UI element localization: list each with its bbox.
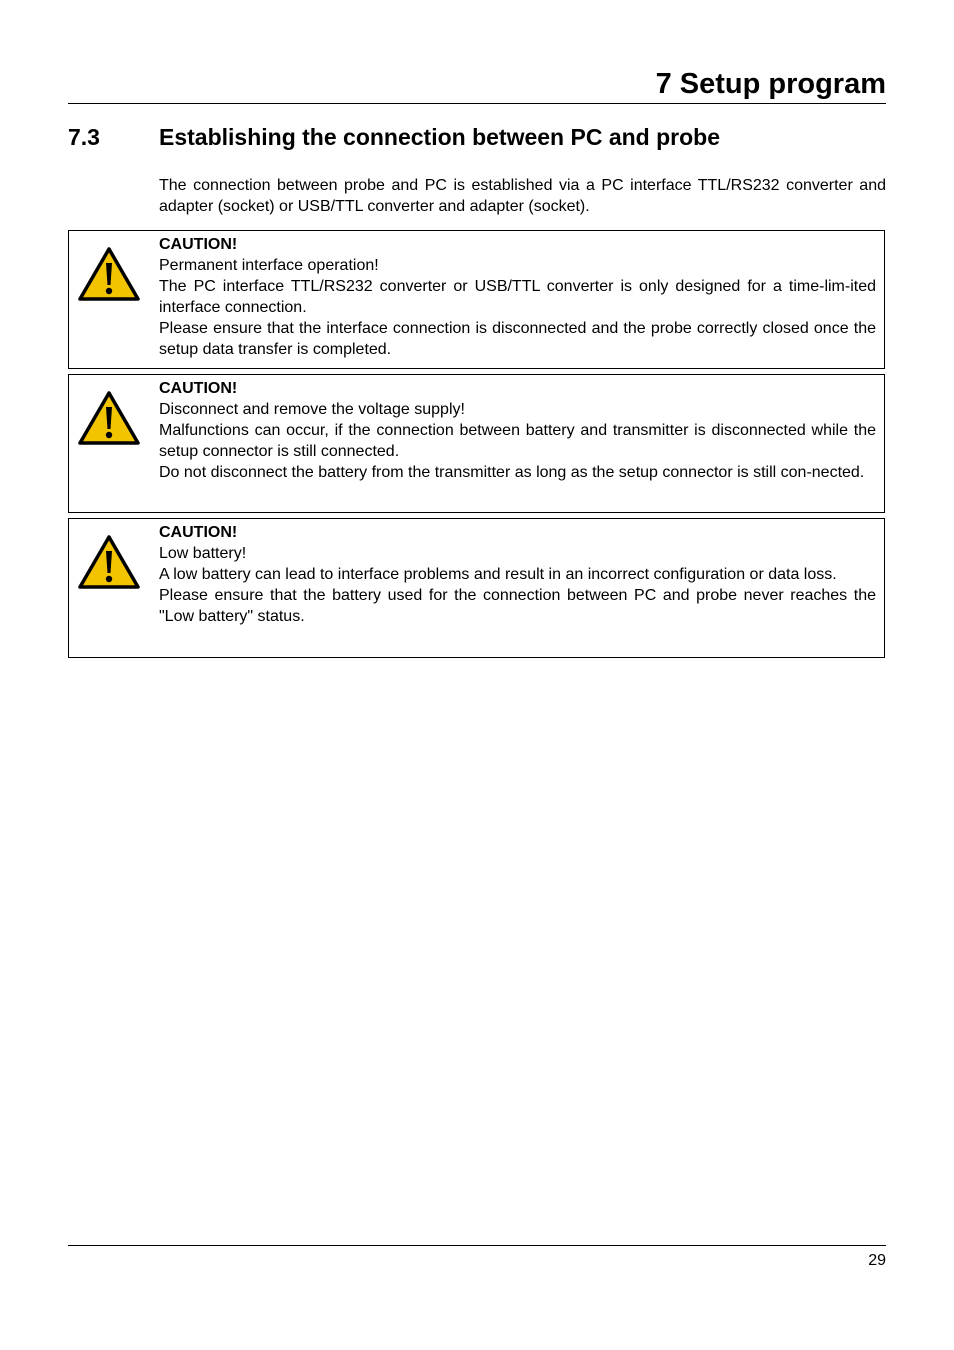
warning-triangle-icon (78, 535, 140, 589)
caution-subtitle: Disconnect and remove the voltage supply! (159, 401, 465, 418)
caution-subtitle: Low battery! (159, 545, 247, 562)
caution-paragraph: Do not disconnect the battery from the transmitter as long as the setup connector is still con-nected. (159, 464, 865, 481)
footer-rule (68, 1245, 886, 1246)
chapter-title: 7 Setup program (655, 68, 886, 100)
caution-paragraph: Malfunctions can occur, if the connection between battery and transmitter is disconnected while the setup connector is still connected. (159, 422, 876, 460)
warning-triangle-icon (78, 247, 140, 301)
section-title: Establishing the connection between PC and probe (159, 124, 721, 150)
caution-label: CAUTION! (159, 524, 238, 541)
caution-subtitle: Permanent interface operation! (159, 257, 379, 274)
caution-label: CAUTION! (159, 236, 238, 253)
section-number: 7.3 (68, 124, 100, 150)
caution-box-1 (68, 230, 885, 369)
caution-text (159, 234, 876, 360)
caution-paragraph: Please ensure that the interface connection is disconnected and the probe correctly closed once the setup data transfer is completed. (159, 320, 876, 358)
caution-paragraph: A low battery can lead to interface problems and result in an incorrect configuration or data loss. (159, 566, 837, 583)
caution-text (159, 378, 876, 483)
caution-paragraph: The PC interface TTL/RS232 converter or USB/TTL converter is only designed for a time-lim-ited interface connection. (159, 278, 876, 316)
caution-box-3 (68, 518, 885, 658)
caution-text (159, 522, 876, 627)
page-number: 29 (868, 1252, 886, 1269)
caution-label: CAUTION! (159, 380, 238, 397)
caution-paragraph: Please ensure that the battery used for the connection between PC and probe never reaches the "Low battery" status. (159, 587, 876, 625)
header-rule (68, 103, 886, 104)
intro-paragraph: The connection between probe and PC is established via a PC interface TTL/RS232 converter and adapter (socket) or USB/TTL converter and adapter (socket). (159, 177, 886, 215)
warning-triangle-icon (78, 391, 140, 445)
caution-box-2 (68, 374, 885, 513)
